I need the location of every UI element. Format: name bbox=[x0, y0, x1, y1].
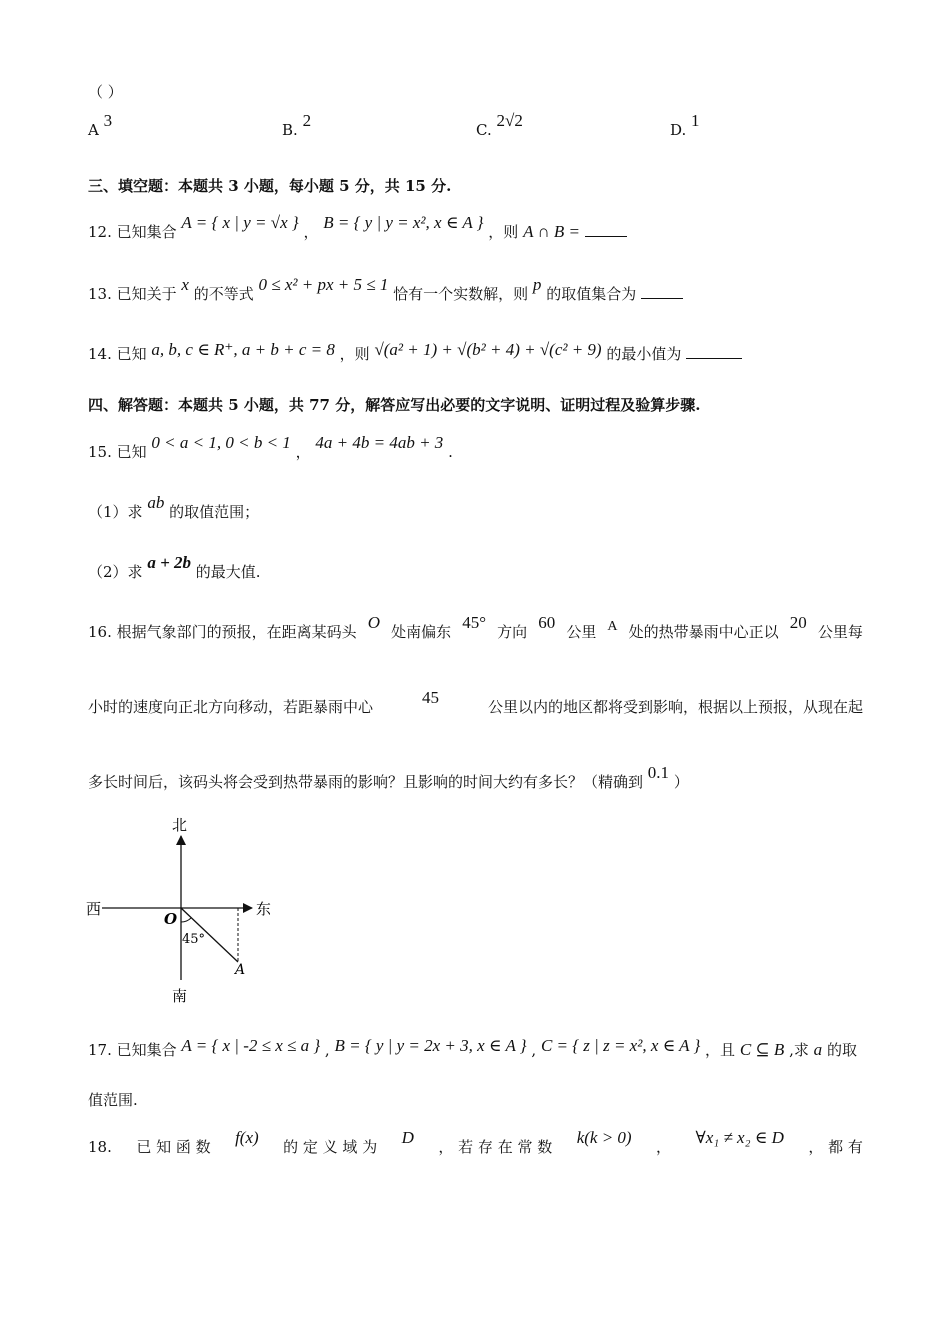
question-text: 17. 已知集合 bbox=[88, 1041, 177, 1059]
option-label: C. bbox=[476, 121, 492, 139]
subset-condition: C ⊆ B bbox=[739, 1040, 785, 1059]
option-value: 3 bbox=[103, 111, 113, 130]
question-text: 的取值范围； bbox=[169, 503, 260, 521]
question-12 bbox=[88, 213, 627, 242]
question-text: 处的热带暴雨中心正以 bbox=[628, 623, 779, 641]
option-label: D. bbox=[670, 121, 687, 139]
north-label: 北 bbox=[172, 816, 188, 834]
question-text: 多长时间后，该码头将会受到热带暴雨的影响？且影响的时间大约有多长？（精确到 bbox=[88, 773, 644, 791]
question-text: ， 若 存 在 常 数 bbox=[438, 1138, 553, 1156]
question-text: 小时的速度向正北方向移动，若距暴雨中心 bbox=[88, 698, 374, 716]
option-value: 1 bbox=[691, 111, 700, 130]
period: . bbox=[448, 443, 453, 461]
separator: ， bbox=[303, 223, 319, 241]
option-label: B. bbox=[282, 121, 298, 139]
question-17-line-1 bbox=[88, 1036, 857, 1060]
question-text: ，且 bbox=[705, 1041, 736, 1059]
option-value: 2√2 bbox=[496, 111, 523, 130]
set-a-expression: A = { x | y = √x } bbox=[181, 213, 299, 232]
question-text: 恰有一个实数解，则 bbox=[393, 285, 529, 303]
question-text: ，则 bbox=[339, 345, 370, 363]
question-number: 18. bbox=[88, 1138, 112, 1156]
set-a-expression: A = { x | -2 ≤ x ≤ a } bbox=[181, 1036, 321, 1055]
question-text: 16. 根据气象部门的预报，在距离某码头 bbox=[88, 623, 357, 641]
point-a: A bbox=[607, 619, 618, 634]
direction-diagram bbox=[80, 810, 290, 1010]
question-18-line-1 bbox=[88, 1128, 863, 1157]
question-15-part-1 bbox=[88, 493, 260, 522]
option-c bbox=[476, 111, 523, 140]
question-15-part-2 bbox=[88, 553, 261, 582]
question-text: ，则 bbox=[488, 223, 519, 241]
point-o: O bbox=[367, 613, 380, 632]
question-14 bbox=[88, 340, 742, 364]
south-label: 南 bbox=[172, 987, 188, 1005]
radius-value: 45 bbox=[422, 688, 439, 707]
question-text: 的不等式 bbox=[193, 285, 254, 303]
equation-expression: 4a + 4b = 4ab + 3 bbox=[315, 433, 444, 452]
answer-blank[interactable] bbox=[585, 222, 627, 237]
function-notation: f(x) bbox=[235, 1128, 259, 1147]
product-expression: ab bbox=[147, 493, 165, 512]
separator: ， bbox=[656, 1138, 672, 1156]
question-16-line-3 bbox=[88, 763, 689, 792]
section-4-heading: 四、解答题：本题共 5 小题，共 77 分，解答应写出必要的文字说明、证明过程及验算步骤. bbox=[88, 396, 701, 414]
answer-blank[interactable] bbox=[641, 284, 683, 299]
sum-expression: a + 2b bbox=[147, 553, 192, 572]
question-13 bbox=[88, 275, 683, 304]
precision-value: 0.1 bbox=[647, 763, 670, 782]
set-b-expression: B = { y | y = x², x ∈ A } bbox=[323, 213, 484, 232]
question-text: 方向 bbox=[497, 623, 528, 641]
question-text: 处南偏东 bbox=[391, 623, 452, 641]
set-b-expression: B = { y | y = 2x + 3, x ∈ A } bbox=[334, 1036, 527, 1055]
section-3-heading: 三、填空题：本题共 3 小题，每小题 5 分，共 15 分. bbox=[88, 177, 452, 195]
domain-d: D bbox=[401, 1128, 414, 1147]
distance-value: 60 bbox=[538, 613, 556, 632]
separator: , bbox=[531, 1041, 537, 1059]
intersection-expression: A ∩ B = bbox=[523, 222, 581, 241]
angle-value: 45° bbox=[462, 613, 487, 632]
for-all-condition: ∀x₁ ≠ x₂ ∈ D bbox=[695, 1128, 784, 1147]
question-text: 的最小值为 bbox=[606, 345, 682, 363]
set-c-expression: C = { z | z = x², x ∈ A } bbox=[540, 1036, 701, 1055]
constant-k: k(k > 0) bbox=[576, 1128, 632, 1147]
inequality-expression: 0 ≤ x² + px + 5 ≤ 1 bbox=[258, 275, 389, 294]
point-a-label: A bbox=[235, 962, 246, 978]
variable-p: p bbox=[532, 275, 542, 294]
separator: ， bbox=[295, 443, 311, 461]
origin-label: O bbox=[164, 910, 178, 928]
range-condition: 0 < a < 1, 0 < b < 1 bbox=[151, 433, 291, 452]
speed-value: 20 bbox=[789, 613, 807, 632]
question-16-line-2 bbox=[88, 688, 863, 717]
question-text: ， 都 有 bbox=[808, 1138, 863, 1156]
option-a bbox=[88, 111, 113, 140]
answer-blank[interactable] bbox=[686, 344, 742, 359]
option-value: 2 bbox=[302, 111, 312, 130]
sum-of-roots-expression: √(a² + 1) + √(b² + 4) + √(c² + 9) bbox=[374, 340, 602, 359]
question-text: 的取值集合为 bbox=[546, 285, 637, 303]
question-text: 公里以内的地区都将受到影响，根据以上预报，从现在起 bbox=[487, 698, 863, 716]
variable-x: x bbox=[181, 275, 189, 294]
angle-arc bbox=[181, 918, 191, 922]
question-text: ,求 bbox=[789, 1041, 809, 1059]
question-17-line-2: 值范围. bbox=[88, 1091, 138, 1109]
question-text: 的最大值. bbox=[195, 563, 261, 581]
question-text: ） bbox=[673, 773, 689, 791]
question-text: 14. 已知 bbox=[88, 345, 147, 363]
question-text: 公里每 bbox=[817, 623, 863, 641]
question-15 bbox=[88, 433, 453, 462]
question-text: 15. 已知 bbox=[88, 443, 147, 461]
question-text: 12. 已知集合 bbox=[88, 223, 177, 241]
option-b bbox=[282, 111, 312, 140]
question-text: 已 知 函 数 bbox=[136, 1138, 211, 1156]
question-text: 公里 bbox=[566, 623, 597, 641]
question-text: （1）求 bbox=[88, 503, 143, 521]
question-text: （2）求 bbox=[88, 563, 143, 581]
question-text: 的取 bbox=[826, 1041, 857, 1059]
variable-a: a bbox=[813, 1040, 823, 1059]
separator: , bbox=[324, 1041, 330, 1059]
west-label: 西 bbox=[86, 900, 102, 918]
option-d bbox=[670, 111, 700, 140]
question-text: 的 定 义 域 为 bbox=[283, 1138, 378, 1156]
option-label: A bbox=[88, 121, 99, 139]
angle-label: 45° bbox=[182, 932, 206, 947]
condition-expression: a, b, c ∈ R⁺, a + b + c = 8 bbox=[151, 340, 335, 359]
question-text: 13. 已知关于 bbox=[88, 285, 177, 303]
question-11-paren: （ ） bbox=[88, 83, 123, 101]
question-16-line-1 bbox=[88, 613, 863, 642]
east-label: 东 bbox=[256, 900, 272, 918]
